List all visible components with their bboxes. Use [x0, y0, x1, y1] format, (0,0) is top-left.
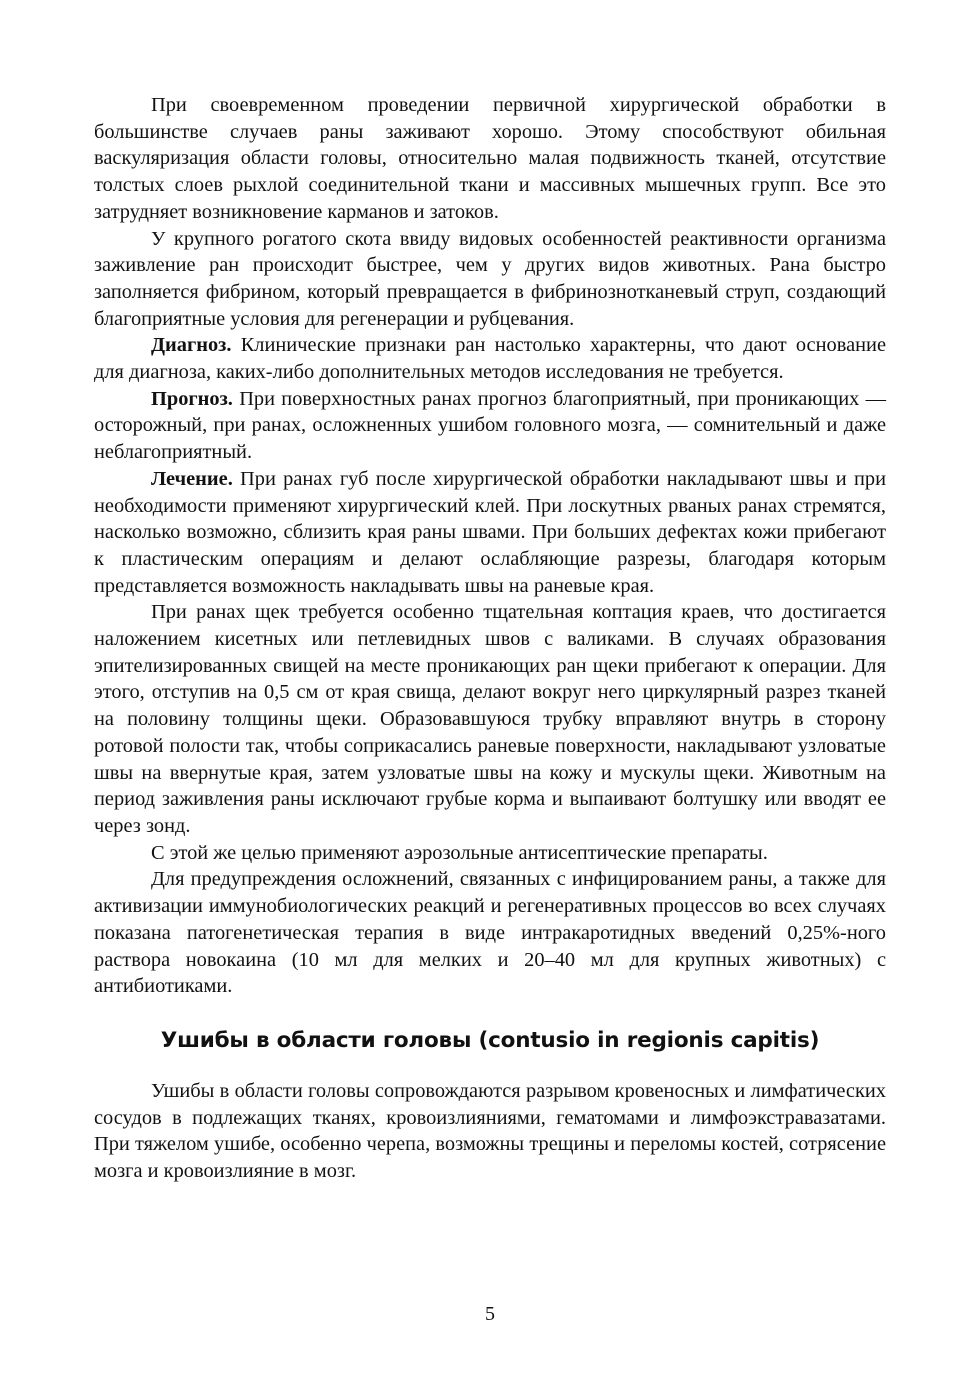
paragraph [94, 599, 886, 839]
paragraph-treatment [94, 466, 886, 600]
paragraph-text: При поверхностных ранах прогноз благоприятный, при проникающих — осторожный, при ранах, осложненных ушибом головного мозга, — сомнительный и даже неблагоприятный. [94, 387, 886, 464]
paragraph-text: Ушибы в области головы сопровождаются разрывом кровеносных и лимфатических сосудов в подлежащих тканях, кровоизлияниями, гематомами и лимфоэкстравазатами. При тяжелом ушибе, особенно черепа, возможны трещины и переломы костей, сотрясение мозга и кровоизлияние в мозг. [94, 1079, 886, 1183]
paragraph-text: У крупного рогатого скота ввиду видовых особенностей реактивности организма заживление ран происходит быстрее, чем у других видов животных. Рана быстро заполняется фибрином, который превращается в фибринознотканевый струп, создающий благоприятные условия для регенерации и рубцевания. [94, 227, 886, 330]
paragraph-prognosis [94, 386, 886, 466]
section-heading: Ушибы в области головы (contusio in regionis capitis) [160, 1027, 820, 1053]
paragraph-diagnosis [94, 332, 886, 385]
paragraph [94, 866, 886, 1000]
paragraph-lead: Прогноз. [151, 387, 233, 410]
page-number: 5 [485, 1303, 495, 1325]
paragraph-text: Клинические признаки ран настолько характерны, что дают основание для диагноза, каких-либо дополнительных методов исследования не требуется. [94, 334, 886, 384]
paragraph [94, 1078, 886, 1185]
paragraph-text: Для предупреждения осложнений, связанных с инфицированием раны, а также для активизации иммунобиологических реакций и регенеративных процессов во всех случаях показана патогенетическая терапия в виде интракаротидных введений 0,25%-ного раствора новокаина (10 мл для мелких и 20–40 мл для крупных животных) с антибиотиками. [94, 868, 886, 998]
page-body [94, 92, 886, 1185]
paragraph-lead: Лечение. [151, 467, 233, 490]
paragraph [94, 226, 886, 333]
paragraph [94, 92, 886, 226]
paragraph-text: При ранах губ после хирургической обработки накладывают швы и при необходимости применяют хирургический клей. При лоскутных рваных ранах стремятся, насколько возможно, сблизить края раны швами. При больших дефектах кожи прибегают к пластическим операциям и делают ослабляющие разрезы, благодаря которым представляется возможность накладывать швы на раневые края. [94, 467, 886, 597]
paragraph [94, 840, 886, 867]
paragraph-text: При своевременном проведении первичной хирургической обработки в большинстве случаев раны заживают хорошо. Этому способствуют обильная васкуляризация области головы, относительно малая подвижность тканей, отсутствие толстых слоев рыхлой соединительной ткани и массивных мышечных групп. Все это затрудняет возникновение карманов и затоков. [94, 94, 886, 223]
paragraph-lead: Диагноз. [151, 334, 232, 357]
paragraph-text: С этой же целью применяют аэрозольные антисептические препараты. [151, 841, 768, 864]
paragraph-text: При ранах щек требуется особенно тщательная коптация краев, что достигается наложением кисетных или петлевидных швов с валиками. В случаях образования эпителизированных свищей на месте проникающих ран щеки прибегают к операции. Для этого, отступив на 0,5 см от края свища, делают вокруг него циркулярный разрез тканей на половину толщины щеки. Образовавшуюся трубку вправляют внутрь в сторону ротовой полости так, чтобы соприкасались раневые поверхности, накладывают узловатые швы на ввернутые края, затем узловатые швы на кожу и мускулы щеки. Животным на период заживления раны исключают грубые корма и выпаивают болтушку или вводят ее через зонд. [94, 601, 886, 837]
